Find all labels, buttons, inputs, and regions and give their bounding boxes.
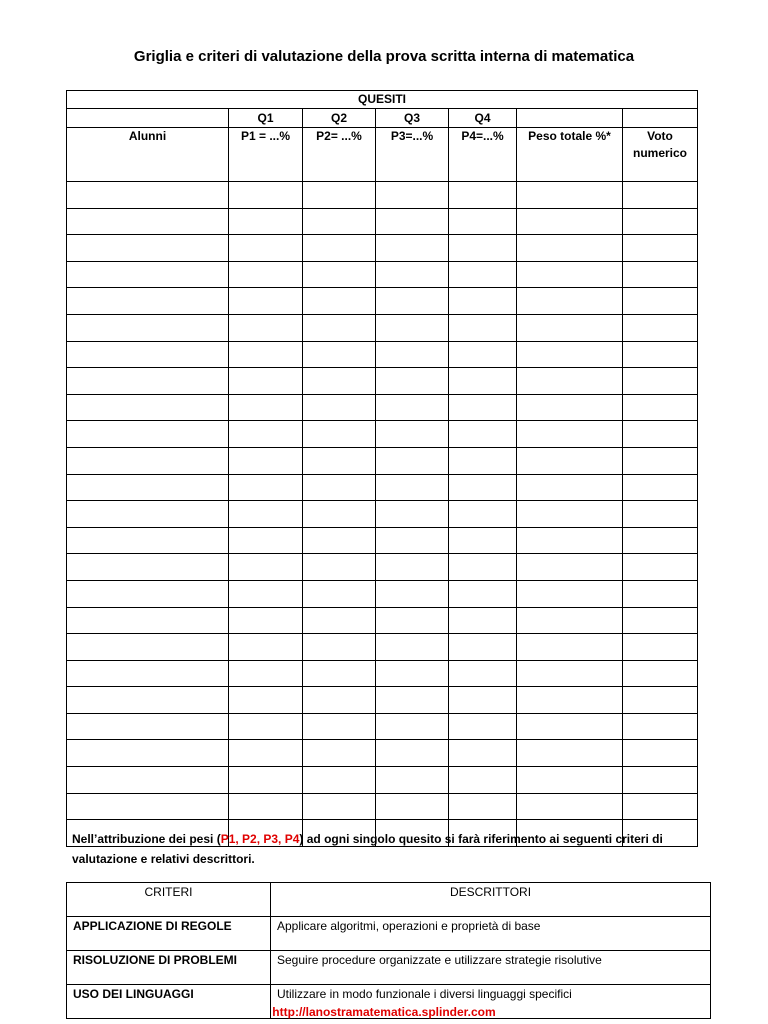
score-cell[interactable]	[303, 447, 376, 474]
empty-cell	[517, 109, 623, 128]
score-cell[interactable]	[303, 208, 376, 235]
score-cell[interactable]	[623, 501, 698, 528]
note-part1: Nell’attribuzione dei pesi (	[72, 832, 221, 846]
score-cell[interactable]	[517, 235, 623, 262]
criteri-header: CRITERI	[67, 883, 271, 917]
score-cell[interactable]	[376, 341, 449, 368]
score-cell[interactable]	[517, 341, 623, 368]
student-name-cell[interactable]	[67, 767, 229, 794]
score-cell[interactable]	[229, 607, 303, 634]
p2-header: P2= ...%	[303, 128, 376, 182]
student-row	[67, 740, 698, 767]
score-cell[interactable]	[376, 660, 449, 687]
q4-header: Q4	[449, 109, 517, 128]
score-cell[interactable]	[449, 713, 517, 740]
score-cell[interactable]	[376, 740, 449, 767]
score-cell[interactable]	[517, 394, 623, 421]
student-name-cell[interactable]	[67, 474, 229, 501]
q1-header: Q1	[229, 109, 303, 128]
score-cell[interactable]	[303, 474, 376, 501]
score-cell[interactable]	[623, 793, 698, 820]
criterio-cell: USO DEI LINGUAGGI	[67, 985, 271, 1019]
student-row	[67, 288, 698, 315]
student-name-cell[interactable]	[67, 341, 229, 368]
empty-cell	[67, 109, 229, 128]
p1-header: P1 = ...%	[229, 128, 303, 182]
score-cell[interactable]	[229, 235, 303, 262]
score-cell[interactable]	[623, 447, 698, 474]
score-cell[interactable]	[229, 527, 303, 554]
student-name-cell[interactable]	[67, 182, 229, 209]
score-cell[interactable]	[376, 554, 449, 581]
score-cell[interactable]	[303, 793, 376, 820]
score-cell[interactable]	[303, 527, 376, 554]
score-cell[interactable]	[623, 394, 698, 421]
score-cell[interactable]	[449, 288, 517, 315]
score-cell[interactable]	[623, 421, 698, 448]
student-name-cell[interactable]	[67, 793, 229, 820]
student-name-cell[interactable]	[67, 501, 229, 528]
student-row	[67, 580, 698, 607]
score-cell[interactable]	[376, 235, 449, 262]
score-cell[interactable]	[376, 261, 449, 288]
student-row	[67, 793, 698, 820]
score-cell[interactable]	[303, 501, 376, 528]
score-cell[interactable]	[376, 447, 449, 474]
score-cell[interactable]	[303, 341, 376, 368]
score-cell[interactable]	[303, 660, 376, 687]
p4-header: P4=...%	[449, 128, 517, 182]
score-cell[interactable]	[303, 713, 376, 740]
score-cell[interactable]	[376, 394, 449, 421]
score-cell[interactable]	[517, 607, 623, 634]
p3-header: P3=...%	[376, 128, 449, 182]
score-cell[interactable]	[623, 235, 698, 262]
score-cell[interactable]	[376, 793, 449, 820]
score-cell[interactable]	[623, 288, 698, 315]
score-cell[interactable]	[376, 580, 449, 607]
score-cell[interactable]	[623, 767, 698, 794]
score-cell[interactable]	[229, 793, 303, 820]
score-cell[interactable]	[517, 687, 623, 714]
student-row	[67, 660, 698, 687]
score-cell[interactable]	[376, 421, 449, 448]
score-cell[interactable]	[517, 554, 623, 581]
student-row	[67, 182, 698, 209]
score-cell[interactable]	[517, 527, 623, 554]
score-cell[interactable]	[517, 501, 623, 528]
score-cell[interactable]	[449, 660, 517, 687]
student-row	[67, 368, 698, 395]
voto-numerico-header	[623, 128, 698, 182]
score-cell[interactable]	[229, 368, 303, 395]
student-name-cell[interactable]	[67, 634, 229, 661]
score-cell[interactable]	[449, 341, 517, 368]
score-cell[interactable]	[303, 580, 376, 607]
score-cell[interactable]	[623, 687, 698, 714]
score-cell[interactable]	[376, 314, 449, 341]
score-cell[interactable]	[229, 687, 303, 714]
alunni-header: Alunni	[67, 128, 229, 182]
score-cell[interactable]	[229, 474, 303, 501]
score-cell[interactable]	[376, 288, 449, 315]
score-cell[interactable]	[517, 634, 623, 661]
student-row	[67, 421, 698, 448]
score-cell[interactable]	[623, 580, 698, 607]
score-cell[interactable]	[303, 421, 376, 448]
student-name-cell[interactable]	[67, 740, 229, 767]
student-row	[67, 235, 698, 262]
student-row	[67, 501, 698, 528]
score-cell[interactable]	[449, 182, 517, 209]
student-row	[67, 634, 698, 661]
score-cell[interactable]	[449, 394, 517, 421]
score-cell[interactable]	[303, 314, 376, 341]
score-cell[interactable]	[449, 235, 517, 262]
student-name-cell[interactable]	[67, 368, 229, 395]
criterio-cell: APPLICAZIONE DI REGOLE	[67, 917, 271, 951]
score-cell[interactable]	[449, 421, 517, 448]
score-cell[interactable]	[303, 394, 376, 421]
student-row	[67, 314, 698, 341]
student-name-cell[interactable]	[67, 554, 229, 581]
criterio-cell: RISOLUZIONE DI PROBLEMI	[67, 951, 271, 985]
student-name-cell[interactable]	[67, 580, 229, 607]
score-cell[interactable]	[376, 634, 449, 661]
voto-line2: numerico	[633, 146, 688, 160]
score-cell[interactable]	[517, 368, 623, 395]
score-cell[interactable]	[303, 767, 376, 794]
score-cell[interactable]	[229, 261, 303, 288]
descrittore-cell: Applicare algoritmi, operazioni e proprietà di base	[271, 917, 711, 951]
score-cell[interactable]	[449, 793, 517, 820]
score-cell[interactable]	[517, 713, 623, 740]
score-cell[interactable]	[623, 634, 698, 661]
score-cell[interactable]	[449, 447, 517, 474]
student-row	[67, 713, 698, 740]
student-name-cell[interactable]	[67, 421, 229, 448]
score-cell[interactable]	[229, 314, 303, 341]
score-cell[interactable]	[303, 182, 376, 209]
score-cell[interactable]	[229, 660, 303, 687]
score-cell[interactable]	[449, 740, 517, 767]
student-name-cell[interactable]	[67, 314, 229, 341]
score-cell[interactable]	[517, 580, 623, 607]
score-cell[interactable]	[229, 554, 303, 581]
student-row	[67, 394, 698, 421]
score-cell[interactable]	[517, 447, 623, 474]
student-name-cell[interactable]	[67, 447, 229, 474]
q3-header: Q3	[376, 109, 449, 128]
score-cell[interactable]	[449, 687, 517, 714]
student-name-cell[interactable]	[67, 288, 229, 315]
note-part2: ) ad ogni singolo quesito si farà riferimento ai seguenti criteri di valutazione e relativi descrittori.	[72, 832, 663, 866]
score-cell[interactable]	[623, 474, 698, 501]
score-cell[interactable]	[376, 182, 449, 209]
criteria-table	[66, 882, 711, 1019]
score-cell[interactable]	[449, 634, 517, 661]
score-cell[interactable]	[376, 767, 449, 794]
peso-totale-header: Peso totale %*	[517, 128, 623, 182]
score-cell[interactable]	[376, 687, 449, 714]
score-cell[interactable]	[517, 767, 623, 794]
score-cell[interactable]	[449, 527, 517, 554]
score-cell[interactable]	[229, 767, 303, 794]
footer-link[interactable]: http://lanostramatematica.splinder.com	[272, 1005, 496, 1019]
score-cell[interactable]	[303, 235, 376, 262]
quesiti-header: QUESITI	[67, 91, 698, 109]
score-cell[interactable]	[303, 368, 376, 395]
score-cell[interactable]	[623, 341, 698, 368]
score-cell[interactable]	[376, 474, 449, 501]
evaluation-grid	[66, 90, 698, 847]
score-cell[interactable]	[517, 261, 623, 288]
score-cell[interactable]	[517, 208, 623, 235]
score-cell[interactable]	[303, 634, 376, 661]
score-cell[interactable]	[376, 607, 449, 634]
student-name-cell[interactable]	[67, 713, 229, 740]
score-cell[interactable]	[303, 261, 376, 288]
score-cell[interactable]	[517, 474, 623, 501]
score-cell[interactable]	[623, 182, 698, 209]
student-row	[67, 261, 698, 288]
descrittori-header: DESCRITTORI	[271, 883, 711, 917]
score-cell[interactable]	[623, 554, 698, 581]
score-cell[interactable]	[303, 607, 376, 634]
student-row	[67, 687, 698, 714]
score-cell[interactable]	[623, 713, 698, 740]
note-weights: P1, P2, P3, P4	[220, 832, 300, 846]
q2-header: Q2	[303, 109, 376, 128]
score-cell[interactable]	[517, 793, 623, 820]
score-cell[interactable]	[449, 368, 517, 395]
student-row	[67, 767, 698, 794]
descrittore-cell: Utilizzare in modo funzionale i diversi linguaggi specifici	[271, 985, 711, 1019]
score-cell[interactable]	[449, 474, 517, 501]
score-cell[interactable]	[376, 713, 449, 740]
student-row	[67, 447, 698, 474]
score-cell[interactable]	[623, 368, 698, 395]
student-name-cell[interactable]	[67, 261, 229, 288]
score-cell[interactable]	[449, 314, 517, 341]
score-cell[interactable]	[376, 208, 449, 235]
score-cell[interactable]	[449, 261, 517, 288]
student-name-cell[interactable]	[67, 660, 229, 687]
student-row	[67, 474, 698, 501]
student-name-cell[interactable]	[67, 235, 229, 262]
weights-note	[72, 829, 712, 869]
score-cell[interactable]	[303, 554, 376, 581]
score-cell[interactable]	[517, 182, 623, 209]
score-cell[interactable]	[229, 341, 303, 368]
page-title: Griglia e criteri di valutazione della prova scritta interna di matematica	[133, 48, 635, 65]
student-name-cell[interactable]	[67, 687, 229, 714]
score-cell[interactable]	[229, 208, 303, 235]
score-cell[interactable]	[229, 421, 303, 448]
score-cell[interactable]	[229, 740, 303, 767]
score-cell[interactable]	[229, 713, 303, 740]
student-row	[67, 208, 698, 235]
student-row	[67, 554, 698, 581]
score-cell[interactable]	[449, 208, 517, 235]
score-cell[interactable]	[229, 182, 303, 209]
empty-cell	[623, 109, 698, 128]
score-cell[interactable]	[229, 580, 303, 607]
score-cell[interactable]	[517, 660, 623, 687]
score-cell[interactable]	[517, 288, 623, 315]
score-cell[interactable]	[229, 288, 303, 315]
score-cell[interactable]	[449, 607, 517, 634]
score-cell[interactable]	[623, 607, 698, 634]
score-cell[interactable]	[623, 740, 698, 767]
score-cell[interactable]	[376, 368, 449, 395]
score-cell[interactable]	[623, 261, 698, 288]
score-cell[interactable]	[449, 580, 517, 607]
student-row	[67, 527, 698, 554]
student-name-cell[interactable]	[67, 607, 229, 634]
score-cell[interactable]	[229, 634, 303, 661]
score-cell[interactable]	[449, 554, 517, 581]
score-cell[interactable]	[517, 314, 623, 341]
score-cell[interactable]	[229, 447, 303, 474]
student-row	[67, 341, 698, 368]
score-cell[interactable]	[517, 421, 623, 448]
descrittore-cell: Seguire procedure organizzate e utilizzare strategie risolutive	[271, 951, 711, 985]
score-cell[interactable]	[623, 208, 698, 235]
score-cell[interactable]	[517, 740, 623, 767]
score-cell[interactable]	[303, 687, 376, 714]
score-cell[interactable]	[376, 501, 449, 528]
score-cell[interactable]	[229, 501, 303, 528]
student-name-cell[interactable]	[67, 394, 229, 421]
score-cell[interactable]	[623, 527, 698, 554]
score-cell[interactable]	[376, 527, 449, 554]
voto-line1: Voto	[647, 129, 673, 143]
student-row	[67, 607, 698, 634]
score-cell[interactable]	[229, 394, 303, 421]
score-cell[interactable]	[449, 767, 517, 794]
score-cell[interactable]	[623, 314, 698, 341]
score-cell[interactable]	[303, 740, 376, 767]
score-cell[interactable]	[449, 501, 517, 528]
score-cell[interactable]	[303, 288, 376, 315]
student-name-cell[interactable]	[67, 208, 229, 235]
score-cell[interactable]	[623, 660, 698, 687]
student-name-cell[interactable]	[67, 527, 229, 554]
